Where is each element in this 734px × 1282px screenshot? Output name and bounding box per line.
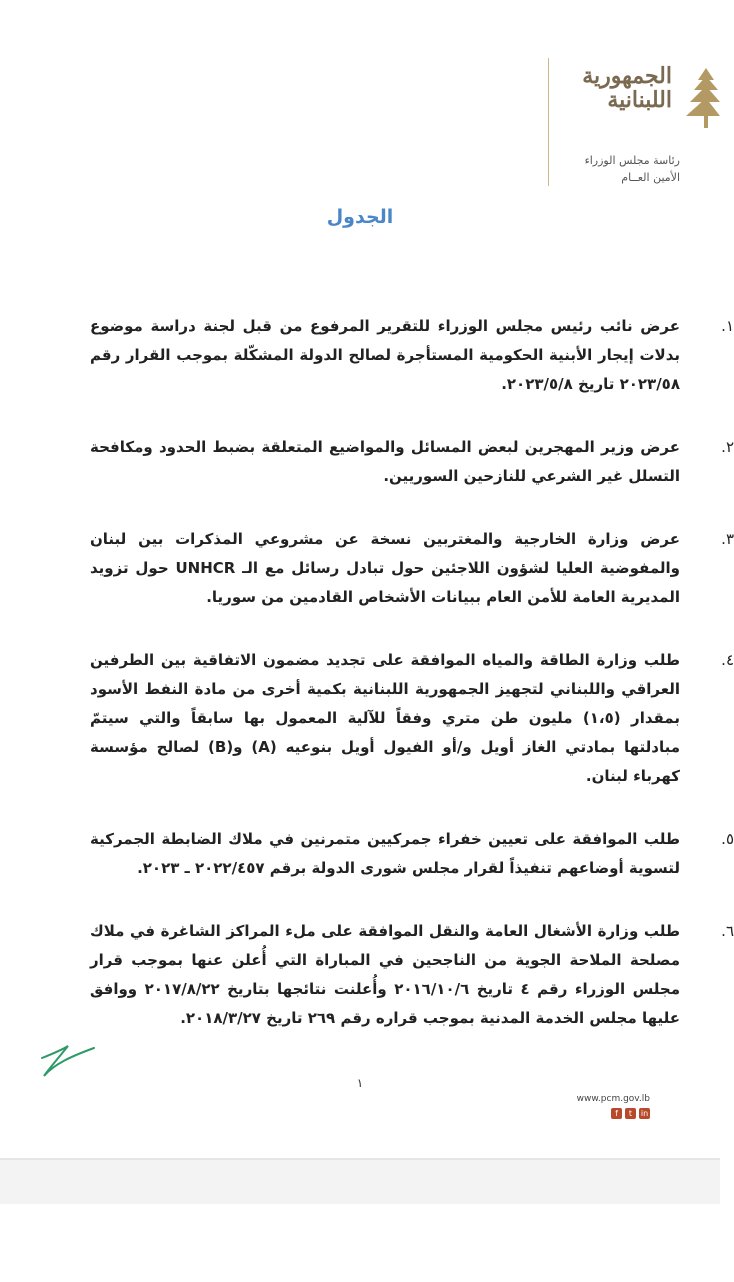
item-text: طلب الموافقة على تعيين خفراء جمركيين متمرنين في ملاك الضابطة الجمركية لتسوية أوضاعهم تنفيذاً لقرار مجلس شورى الدولة برقم ٢٠٢٢/٤٥٧ ـ ٢٠٢٣. bbox=[90, 830, 680, 877]
linkedin-icon: in bbox=[640, 1109, 649, 1118]
item-number: ٤. bbox=[721, 651, 734, 669]
agenda-item bbox=[90, 312, 734, 399]
item-text: عرض وزير المهجرين لبعض المسائل والمواضيع المتعلقة بضبط الحدود ومكافحة التسلل غير الشرعي للنازحين السوريين. bbox=[90, 438, 680, 485]
viewer-strip bbox=[0, 1160, 720, 1204]
item-number: ٥. bbox=[721, 830, 734, 848]
signature-icon bbox=[38, 1036, 98, 1080]
item-number: ١. bbox=[721, 317, 734, 335]
page-number: ١ bbox=[356, 1076, 364, 1090]
viewer-background bbox=[0, 1158, 720, 1282]
issuing-office bbox=[530, 152, 680, 186]
item-number: ٦. bbox=[721, 922, 734, 940]
item-number: ٢. bbox=[721, 438, 734, 456]
item-number: ٣. bbox=[721, 530, 734, 548]
department-name: رئاسة مجلس الوزراء bbox=[584, 154, 680, 167]
item-text: طلب وزارة الطاقة والمياه الموافقة على تجديد مضمون الاتفاقية بين الطرفين العراقي واللبناني لتجهيز الجمهورية اللبنانية بكمية أخرى من مادة النفط الأسود بمقدار (١،٥) مليون طن متري وفقاً للآلية المعمول بها سابقاً والتي سيتمّ مبادلتها بمادتي الغاز أويل و/أو الفيول أويل بنوعيه (A) و(B) لصالح مؤسسة كهرباء لبنان. bbox=[90, 651, 680, 785]
agenda-item bbox=[90, 917, 734, 1033]
item-text: عرض وزارة الخارجية والمغتربين نسخة عن مشروعي المذكرات بين لبنان والمفوضية العليا لشؤون اللاجئين حول تبادل رسائل مع الـ UNHCR حول تزويد المديرية العامة للأمن العام ببيانات الأشخاص القادمين من سوريا. bbox=[90, 530, 680, 606]
agenda-item bbox=[90, 525, 734, 612]
facebook-icon: f bbox=[611, 1108, 622, 1119]
item-text: عرض نائب رئيس مجلس الوزراء للتقرير المرفوع من قبل لجنة دراسة موضوع بدلات إيجار الأبنية الحكومية المستأجرة لصالح الدولة المشكّلة بموجب القرار رقم ٢٠٢٣/٥٨ تاريخ ٢٠٢٣/٥/٨. bbox=[90, 317, 680, 393]
republic-seal-text: الجمهورية اللبنانية bbox=[582, 63, 672, 113]
twitter-icon: t bbox=[625, 1108, 636, 1119]
agenda-item bbox=[90, 646, 734, 791]
website-url: www.pcm.gov.lb bbox=[576, 1094, 650, 1104]
cedar-emblem-icon bbox=[676, 64, 720, 138]
agenda-title: الجدول bbox=[326, 206, 394, 228]
agenda-item bbox=[90, 825, 734, 883]
agenda-item bbox=[90, 433, 734, 491]
office-name: الأمين العــام bbox=[621, 171, 680, 184]
item-text: طلب وزارة الأشغال العامة والنقل الموافقة على ملء المراكز الشاغرة في ملاك مصلحة الملاحة الجوية من الناجحين في المباراة التي أُعلن عنها بموجب قرار مجلس الوزراء رقم ٤ تاريخ ٢٠١٦/١٠/٦ وأُعلنت نتائجها بتاريخ ٢٠١٧/٨/٢٢ ووافق عليها مجلس الخدمة المدنية بموجب قراره رقم ٢٦٩ تاريخ ٢٠١٨/٣/٢٧. bbox=[90, 922, 680, 1027]
agenda-items bbox=[90, 312, 734, 1067]
social-icons bbox=[580, 1108, 650, 1122]
